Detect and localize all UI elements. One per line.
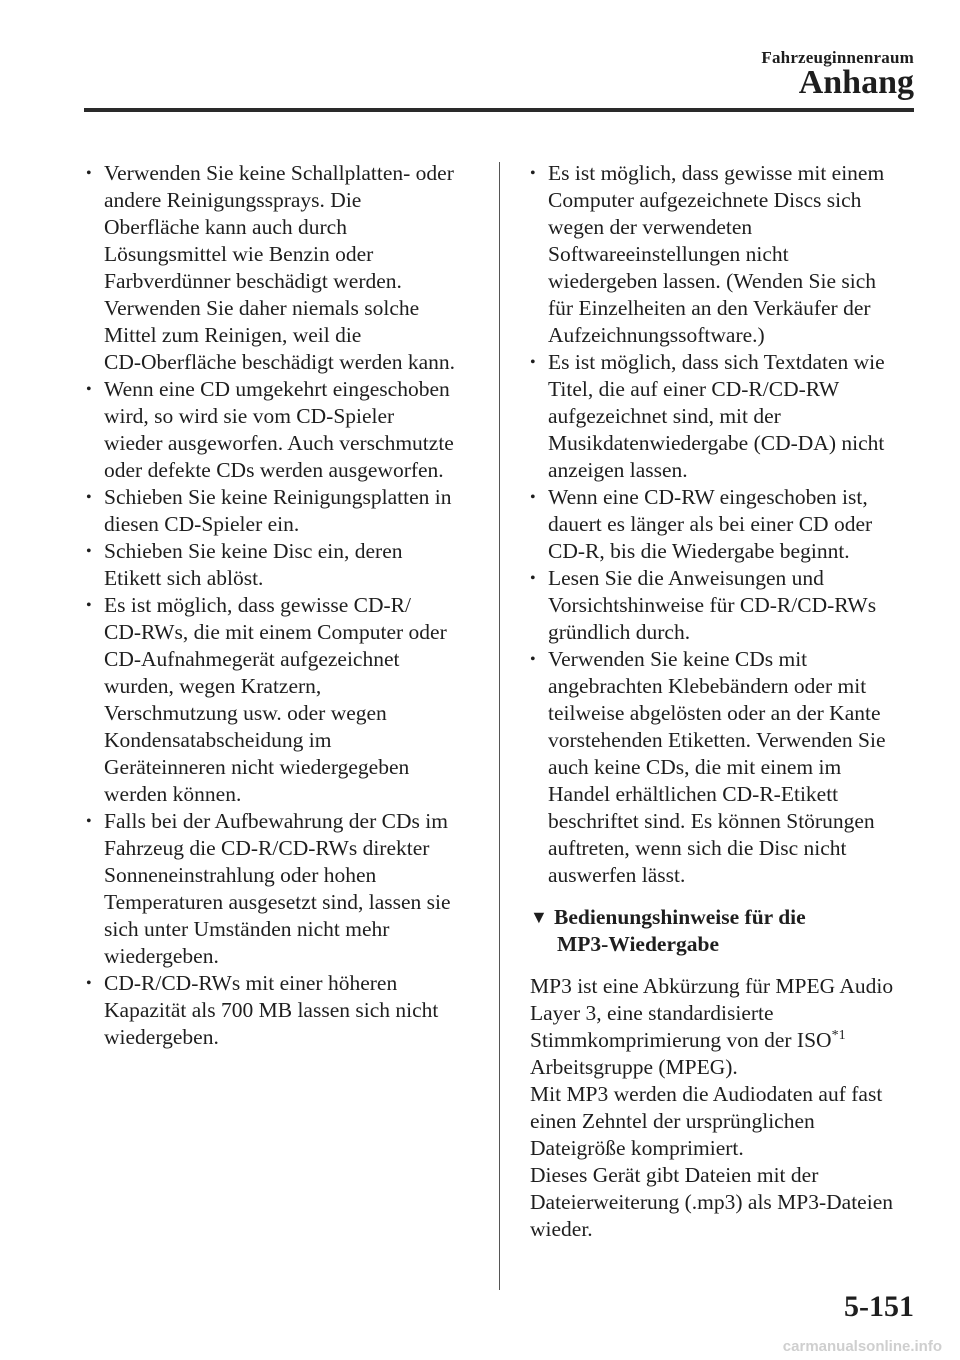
list-item [530,349,915,484]
list-item-line: für Einzelheiten an den Verkäufer der [548,296,871,320]
list-item-line: wurden, wegen Kratzern, [104,674,322,698]
list-item-line: aufgezeichnet sind, mit der [548,404,781,428]
list-item-line: Mittel zum Reinigen, weil die [104,323,362,347]
list-item-line: Verwenden Sie keine Schallplatten- oder [104,161,454,185]
bullet-icon: • [530,570,536,587]
list-item-line: vorstehenden Etiketten. Verwenden Sie [548,728,886,752]
paragraph-line: wieder. [530,1217,593,1241]
list-item-line: Lesen Sie die Anweisungen und [548,566,824,590]
bullet-icon: • [86,975,92,992]
list-item-line: Wenn eine CD umgekehrt eingeschoben [104,377,450,401]
bullet-icon: • [86,165,92,182]
list-item-line: auftreten, wenn sich die Disc nicht [548,836,847,860]
list-item-line: wiedergeben lassen. (Wenden Sie sich [548,269,877,293]
list-item-line: teilweise abgelösten oder an der Kante [548,701,881,725]
list-item [86,808,481,970]
list-item-line: diesen CD-Spieler ein. [104,512,300,536]
list-item [530,160,915,349]
page-number: 5-151 [844,1290,914,1323]
section-label: Fahrzeuginnenraum [761,48,914,67]
list-item-line: andere Reinigungssprays. Die [104,188,362,212]
list-item-line: Temperaturen ausgesetzt sind, lassen sie [104,890,451,914]
list-item-line: auch keine CDs, die mit einem im [548,755,842,779]
paragraph-line: Layer 3, eine standardisierte [530,1001,774,1025]
bullet-icon: • [530,165,536,182]
paragraph-extension [530,1162,915,1243]
bullet-icon: • [86,813,92,830]
paragraph-line: MP3 ist eine Abkürzung für MPEG Audio [530,974,894,998]
list-item [530,646,915,889]
list-item-line: CD-R/CD-RWs mit einer höheren [104,971,398,995]
list-item-line: anzeigen lassen. [548,458,688,482]
list-item [86,484,481,538]
list-item-line: beschriftet sind. Es können Störungen [548,809,875,833]
list-item-line: Fahrzeug die CD-R/CD-RWs direkter [104,836,430,860]
paragraph-line: Arbeitsgruppe (MPEG). [530,1055,738,1079]
bullet-icon: • [530,489,536,506]
page-title: Anhang [798,64,914,101]
list-item-line: CD-RWs, die mit einem Computer oder [104,620,447,644]
list-item-line: auswerfen lässt. [548,863,686,887]
list-item-line: CD-Oberfläche beschädigt werden kann. [104,350,456,374]
list-item-line: wegen der verwendeten [548,215,753,239]
paragraph-line [530,1027,915,1054]
list-item-line: Vorsichtshinweise für CD-R/CD-RWs [548,593,877,617]
paragraph-line: Dieses Gerät gibt Dateien mit der [530,1163,819,1187]
list-item-line: Titel, die auf einer CD-R/CD-RW [548,377,840,401]
list-item-line: oder defekte CDs werden ausgeworfen. [104,458,444,482]
list-item-line: Schieben Sie keine Reinigungsplatten in [104,485,452,509]
list-item-line: wiedergeben. [104,1025,219,1049]
list-item-line: Oberfläche kann auch durch [104,215,347,239]
list-item [86,592,481,808]
list-item-line: wieder ausgeworfen. Auch verschmutzte [104,431,454,455]
list-item-line: Softwareeinstellungen nicht [548,242,789,266]
list-item [86,376,481,484]
list-item-line: CD-Aufnahmegerät aufgezeichnet [104,647,400,671]
list-item-line: Etikett sich ablöst. [104,566,264,590]
list-item [86,160,481,376]
list-item-line: Lösungsmittel wie Benzin oder [104,242,374,266]
heading-line-1: Bedienungshinweise für die [554,905,806,929]
paragraph-line: Dateigröße komprimiert. [530,1136,744,1160]
list-item-line: Handel erhältlichen CD-R-Etikett [548,782,839,806]
list-item-line: wird, so wird sie vom CD-Spieler [104,404,395,428]
list-item-line: Musikdatenwiedergabe (CD-DA) nicht [548,431,885,455]
list-item-line: Verwenden Sie keine CDs mit [548,647,808,671]
paragraph-line: Dateierweiterung (.mp3) als MP3-Dateien [530,1190,893,1214]
paragraph-compression [530,1081,915,1162]
list-item-line: Es ist möglich, dass gewisse CD-R/ [104,593,411,617]
right-column [530,160,915,1243]
bullet-icon: • [86,489,92,506]
bullet-icon: • [86,381,92,398]
footnote-marker: *1 [831,1027,846,1043]
left-bullet-list [86,160,481,1051]
paragraph-line: einen Zehntel der ursprünglichen [530,1109,815,1133]
right-bullet-list [530,160,915,889]
left-column [86,160,481,1051]
list-item-line: dauert es länger als bei einer CD oder [548,512,873,536]
heading-line-2: MP3-Wiedergabe [557,932,720,956]
paragraph-mp3-definition [530,973,915,1243]
bullet-icon: • [86,543,92,560]
list-item [530,484,915,565]
list-item [86,970,481,1051]
list-item-line: Verwenden Sie daher niemals solche [104,296,420,320]
list-item-line: sich unter Umständen nicht mehr [104,917,390,941]
list-item-line: Kapazität als 700 MB lassen sich nicht [104,998,439,1022]
watermark: carmanualsonline.info [782,1338,942,1355]
list-item-line: Schieben Sie keine Disc ein, deren [104,539,403,563]
list-item-line: Kondensatabscheidung im [104,728,332,752]
list-item-line: Wenn eine CD-RW eingeschoben ist, [548,485,868,509]
list-item-line: Verschmutzung usw. oder wegen [104,701,387,725]
section-heading [530,904,915,958]
list-item [86,538,481,592]
list-item-line: Sonneneinstrahlung oder hohen [104,863,377,887]
list-item-line: Es ist möglich, dass sich Textdaten wie [548,350,885,374]
list-item-line: Farbverdünner beschädigt werden. [104,269,402,293]
paragraph-text: Stimmkomprimierung von der ISO [530,1028,832,1052]
header-rule [84,108,914,112]
bullet-icon: • [530,354,536,371]
list-item-line: Geräteinneren nicht wiedergegeben [104,755,410,779]
list-item [530,565,915,646]
list-item-line: Falls bei der Aufbewahrung der CDs im [104,809,448,833]
list-item-line: wiedergeben. [104,944,219,968]
bullet-icon: • [530,651,536,668]
column-divider [499,162,500,1290]
paragraph-line: Mit MP3 werden die Audiodaten auf fast [530,1082,883,1106]
list-item-line: gründlich durch. [548,620,691,644]
list-item-line: Es ist möglich, dass gewisse mit einem [548,161,885,185]
list-item-line: werden können. [104,782,242,806]
list-item-line: CD-R, bis die Wiedergabe beginnt. [548,539,850,563]
bullet-icon: • [86,597,92,614]
list-item-line: angebrachten Klebebändern oder mit [548,674,867,698]
list-item-line: Computer aufgezeichnete Discs sich [548,188,862,212]
triangle-down-icon: ▼ [530,907,548,927]
list-item-line: Aufzeichnungssoftware.) [548,323,765,347]
